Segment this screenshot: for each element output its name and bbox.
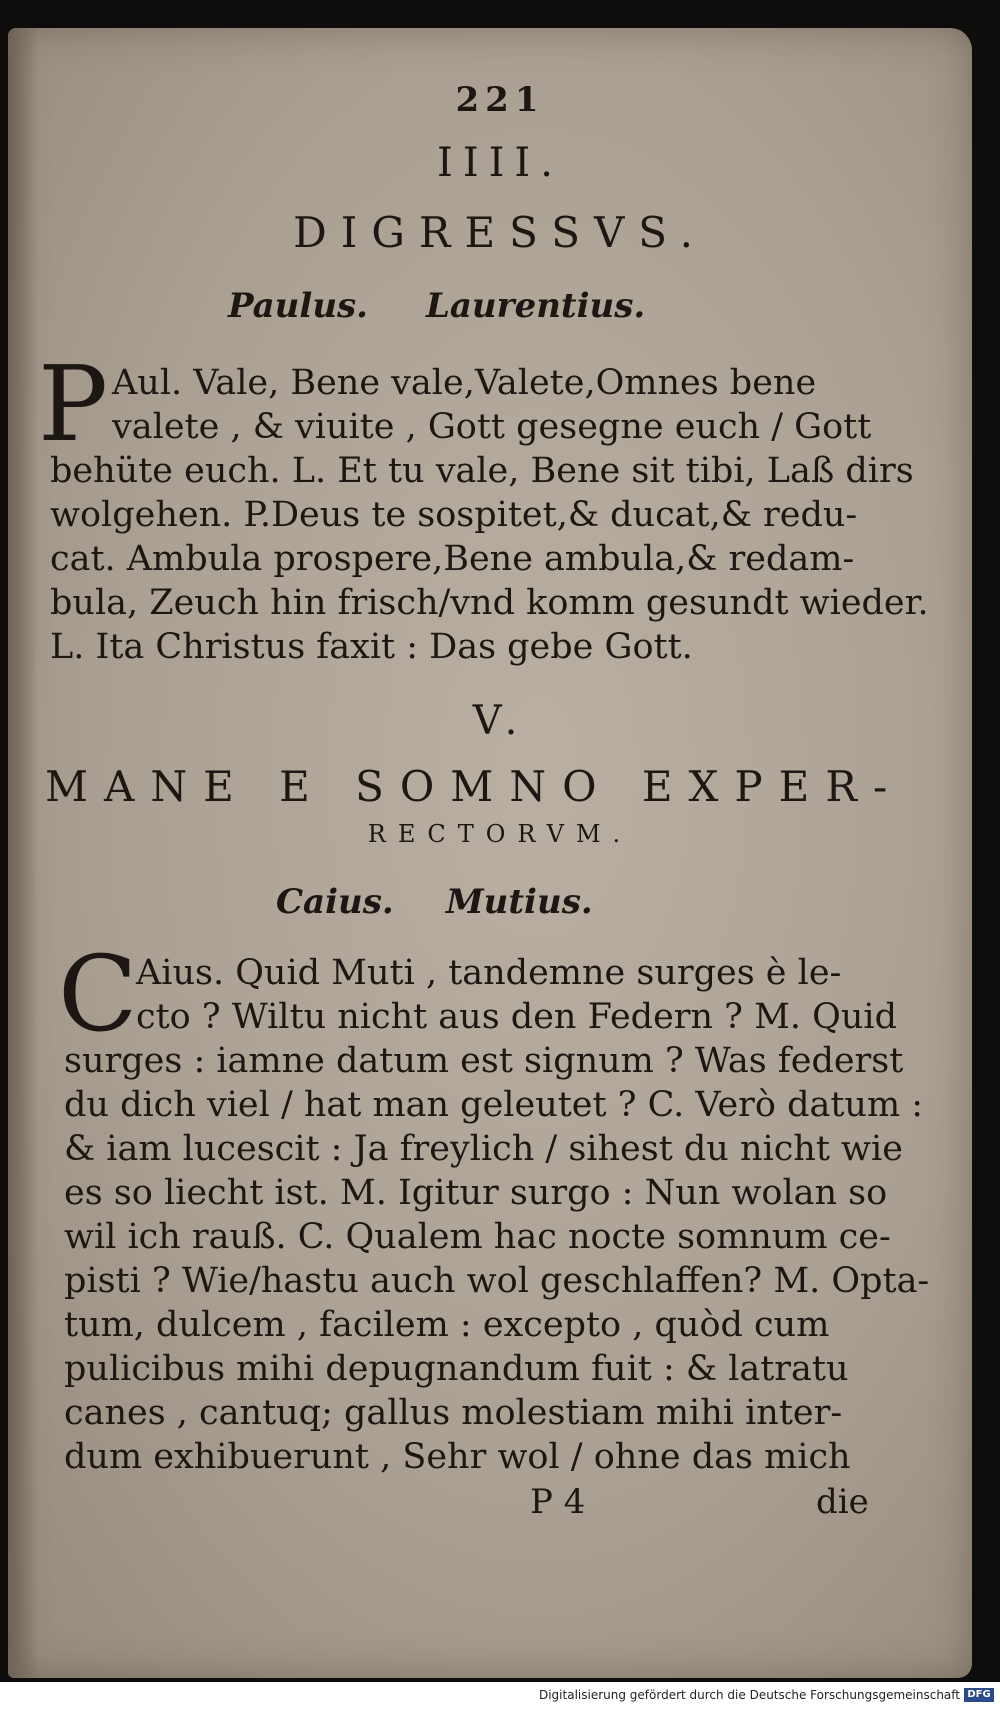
- section-number-4: IIII.: [437, 140, 563, 186]
- text-line: L. Ita Christus faxit : Das gebe Gott.: [50, 627, 693, 667]
- text-line: wil ich rauß. C. Qualem hac nocte somnum ce-: [64, 1217, 891, 1257]
- text-line: du dich viel / hat man geleutet ? C. Verò datum :: [64, 1085, 924, 1125]
- speaker-paulus: Paulus.: [228, 286, 369, 326]
- text-line: dum exhibuerunt , Sehr wol / ohne das mich: [64, 1437, 851, 1477]
- text-line: Aul. Vale, Bene vale,Valete,Omnes bene: [112, 363, 817, 403]
- text-line: cat. Ambula prospere,Bene ambula,& redam-: [50, 539, 855, 579]
- text-line: surges : iamne datum est signum ? Was federst: [64, 1041, 904, 1081]
- text-line: valete , & viuite , Gott gesegne euch / Gott: [112, 407, 872, 447]
- speaker-mutius: Mutius.: [446, 882, 593, 922]
- text-line: & iam lucescit : Ja freylich / sihest du nicht wie: [64, 1129, 903, 1169]
- speaker-caius: Caius.: [276, 882, 394, 922]
- dfg-logo-icon: DFG: [964, 1688, 994, 1702]
- page-number: 221: [455, 80, 545, 120]
- text-line: tum, dulcem , facilem : excepto , quòd cum: [64, 1305, 830, 1345]
- speakers-line-1: [0, 286, 1000, 326]
- section-title-line-1: MANE E SOMNO EXPER-: [45, 762, 904, 811]
- dropcap-p: P: [38, 343, 108, 465]
- text-line: pulicibus mihi depugnandum fuit : & latratu: [64, 1349, 849, 1389]
- text-line: cto ? Wiltu nicht aus den Federn ? M. Quid: [136, 997, 897, 1037]
- speakers-line-2: [0, 882, 1000, 922]
- text-line: Aius. Quid Muti , tandemne surges è le-: [136, 953, 842, 993]
- dropcap-c: C: [58, 933, 138, 1055]
- catchword: die: [816, 1482, 869, 1522]
- text-line: behüte euch. L. Et tu vale, Bene sit tibi, Laß dirs: [50, 451, 914, 491]
- text-line: es so liecht ist. M. Igitur surgo : Nun wolan so: [64, 1173, 888, 1213]
- page-gutter-shadow: [8, 28, 38, 1678]
- funding-credit: Digitalisierung gefördert durch die Deutsche Forschungsgemeinschaft: [538, 1688, 960, 1702]
- text-line: pisti ? Wie/hastu auch wol geschlaffen? M. Opta-: [64, 1261, 930, 1301]
- text-line: canes , cantuq; gallus molestiam mihi inter-: [64, 1393, 843, 1433]
- section-number-5: V.: [472, 698, 528, 744]
- signature-mark: P 4: [530, 1482, 586, 1522]
- speaker-laurentius: Laurentius.: [426, 286, 646, 326]
- text-line: wolgehen. P.Deus te sospitet,& ducat,& redu-: [50, 495, 858, 535]
- text-line: bula, Zeuch hin frisch/vnd komm gesundt wieder.: [50, 583, 929, 623]
- section-title-line-2: RECTORVM.: [367, 820, 633, 848]
- section-title-digressus: DIGRESSVS.: [293, 208, 707, 257]
